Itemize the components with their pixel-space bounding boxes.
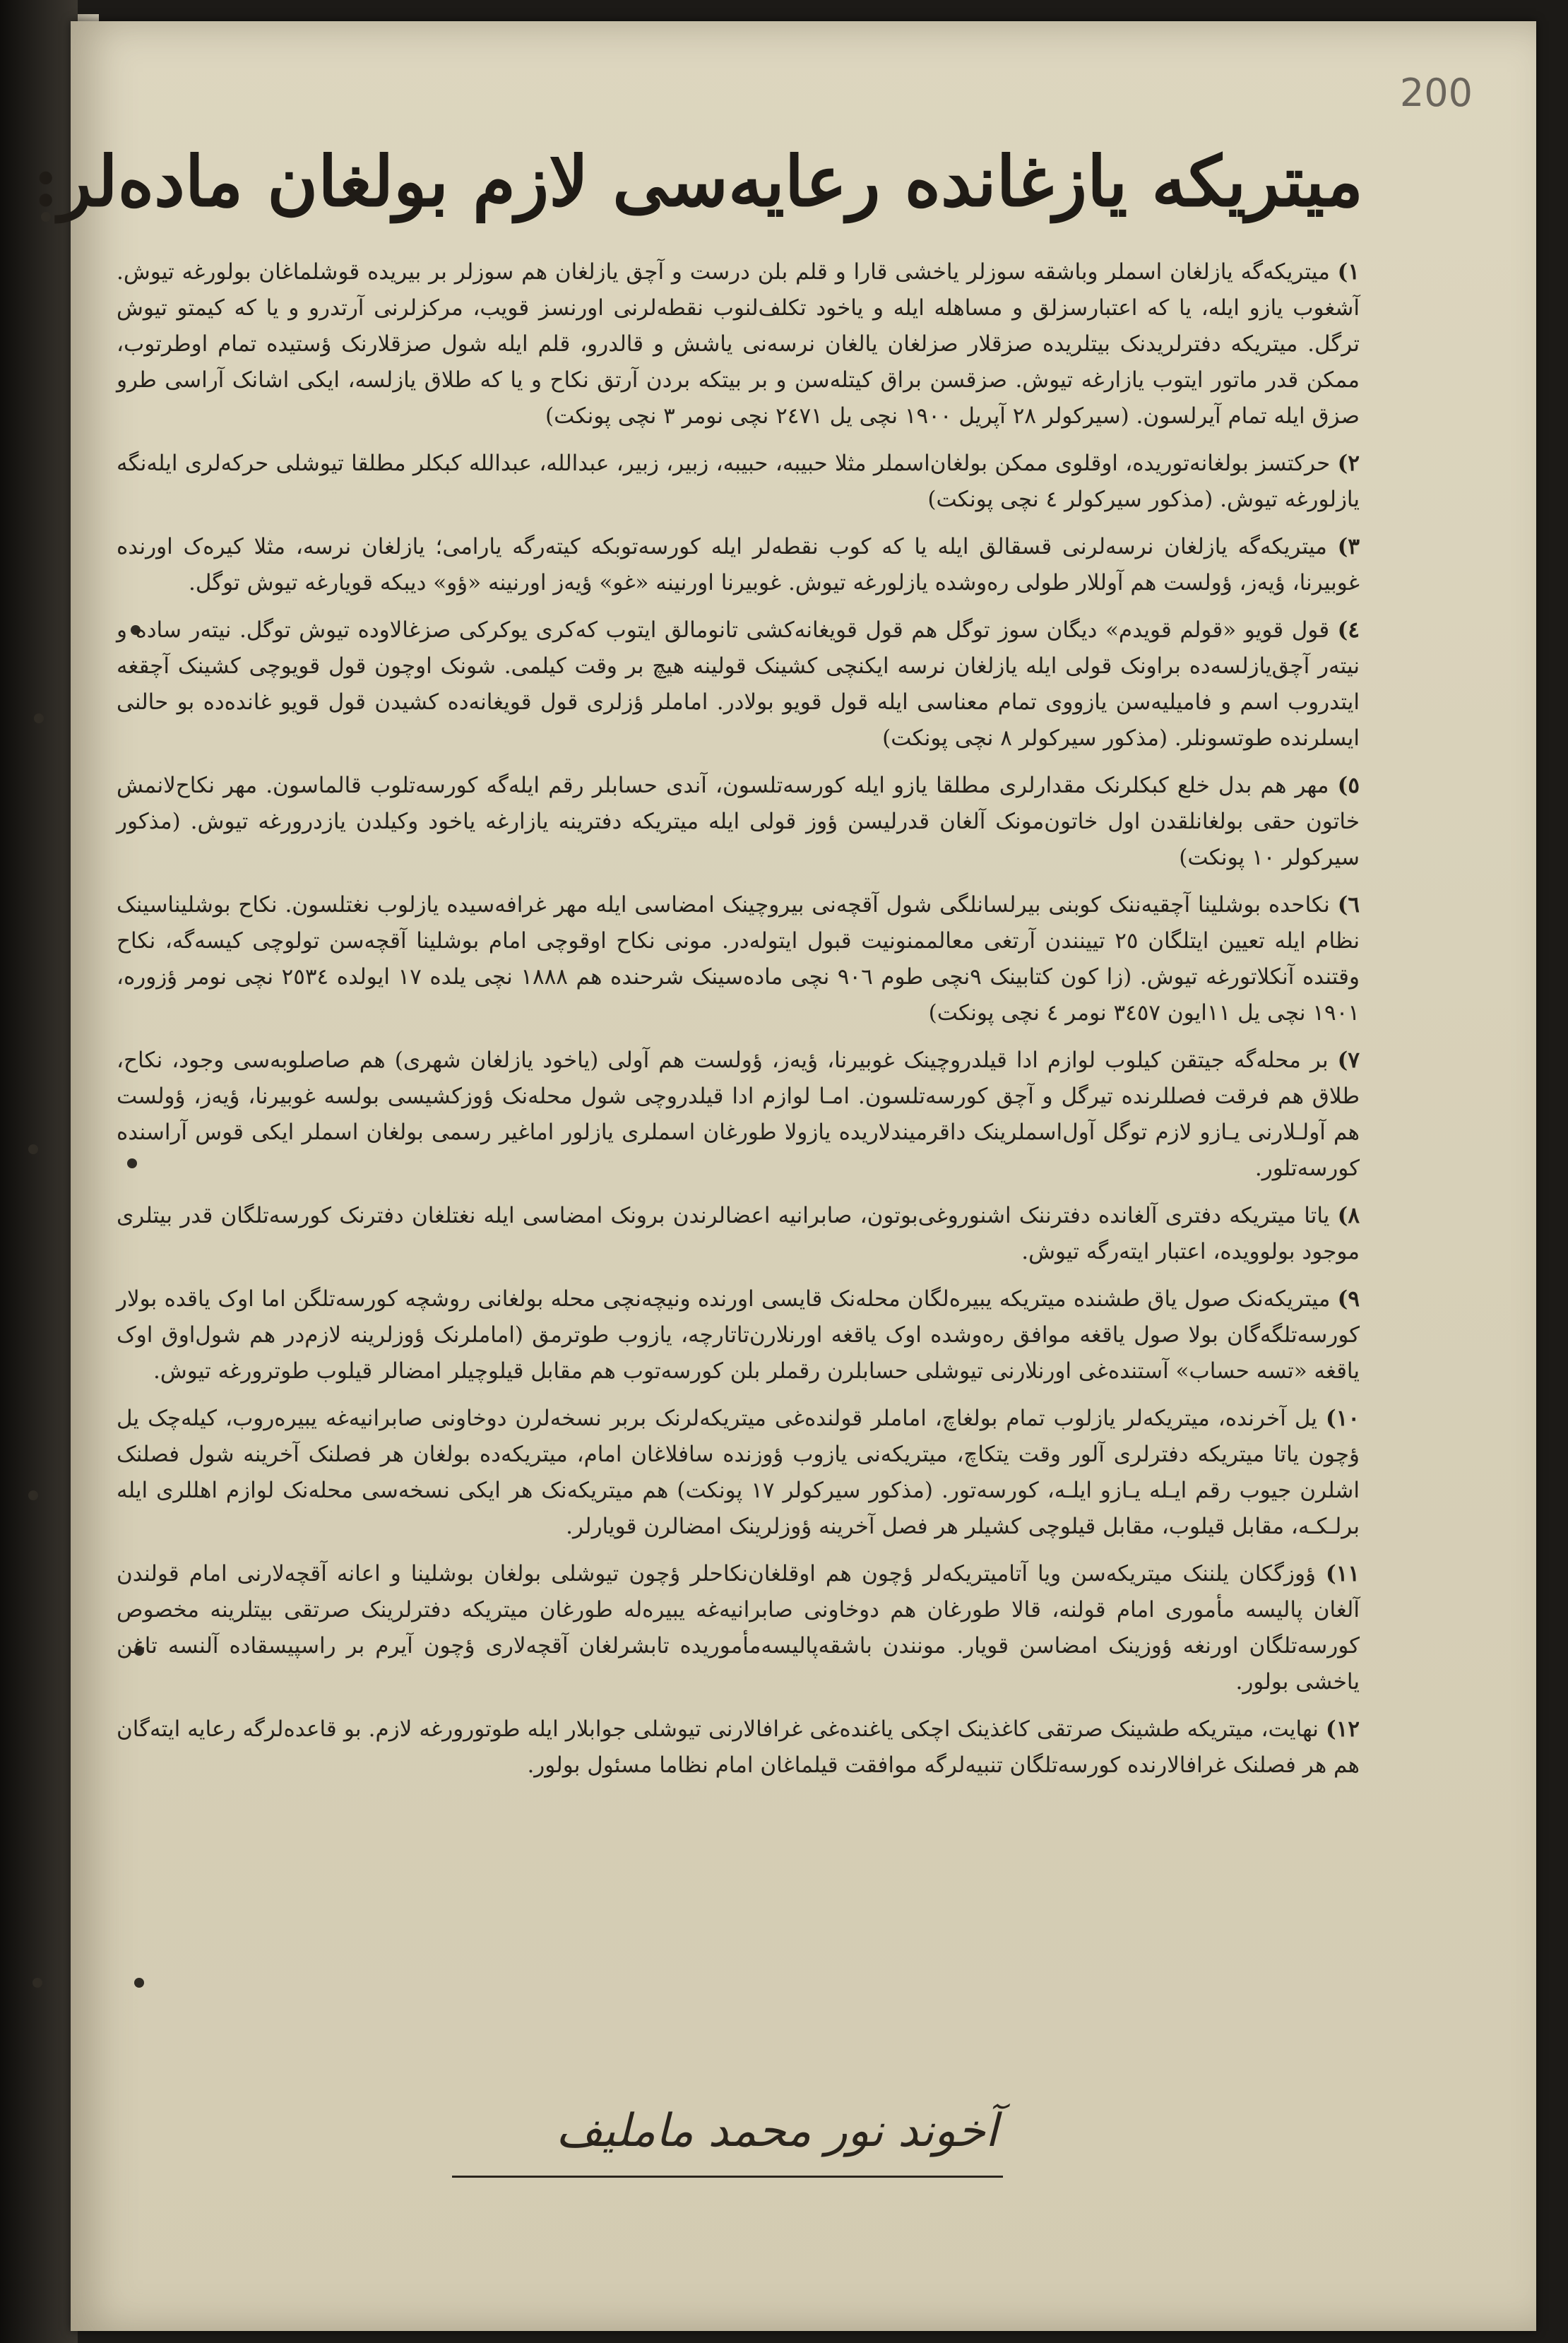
item-text: میتریکه‌گه یازلغان اسملر وباشقه سوزلر یاخشی قارا و قلم بلن درست و آچق یازلغان هم سوزلر بر بیریده قوشلماغان بولورغه تیوش. آشغوب یازو ایله، یا که اعتبارسزلق و مساهله ایله و یاخود تکلف‌لنوب نقطه‌لرنی اورنسز قویب، مرکزلرنی آرتدرو و یا که کیمتو تیوش ترگل. میتریکه دفترلریدنک بیتلریده صزقلار صزلغان یالغان نرسه‌نی یاشش و قالدرو، قلم ایله شول صزقلارنک ؤستیده تمام اوطرتوب، ممکن قدر ماتور ایتوب یازارغه تیوش. صزقسن براق کیتله‌سن و بر بیتکه بردن آرتق نکاح و یا که طلاق یازلسه، ایکی اشانک آراسی طرو صزق ایله تمام آیرلسون. (سیرکولر ٢٨ آپریل ١٩٠٠ نچی یل ٢٤٧١ نچی نومر ٣ نچی پونکت) bbox=[117, 259, 1360, 429]
folio-number: 200 bbox=[1399, 71, 1473, 115]
book-binding bbox=[0, 0, 78, 2343]
rules-list bbox=[117, 254, 1360, 1795]
item-text: مهر هم بدل خلع کبکلرنک مقدارلری مطلقا یازو ایله کورسه‌تلسون، آندی حسابلر رقم ایله‌گه کورسه‌تلوب قالماسون. مهر نکاح‌لانمش خاتون حقی بولغانلقدن اول خاتون‌مونک آلغان قدرلیسن ؤوز قولی ایله میتریکه دفترینه یازارغه یاخود وکیلدن یازدرورغه تیوش. (مذکور سیرکولر ١٠ پونکت) bbox=[117, 773, 1360, 870]
item-text: میتریکه‌نک صول یاق طشنده میتریکه یبیره‌لگان محله‌نک قایسی اورنده ونیچه‌نچی محله بولغانی روشچه کورسه‌تلگن اما اوک یاقده بولار کورسه‌تلگه‌گان بولا صول یاقغه موافق ره‌وشده اوک یاقغه اورنلارن‌تاتارچه، یازوب طوترمق (اماملرنک ؤوزلرینه لازم‌در هم شول‌اوق اوک یاقغه «تسه حساب» آستنده‌غی اورنلارنی تیوشلی حسابلرن رقملر بلن کورسه‌توب هم مقابل قیلوچیلر امضالر قیلوب طوترورغه تیوش. bbox=[117, 1286, 1360, 1384]
item-text: نهایت، میتریکه طشینک صرتقی کاغذینک اچکی یاغنده‌غی غرافالارنی تیوشلی جوابلار ایله طوتورورغه لازم. بو قاعده‌لرگه رعایه ایته‌گان هم هر فصلنک غرافالارنده کورسه‌تلگان تنبیه‌لرگه موافقت قیلماغان امام نظاما مسئول بولور. bbox=[117, 1716, 1360, 1778]
binding-hole bbox=[134, 1978, 144, 1988]
handwritten-signature: آخوند نور محمد مامليف bbox=[556, 2105, 998, 2157]
item-text: نکاحده بوشلینا آچقیه‌ننک کوبنی بیرلسانلگی شول آقچه‌نی بیروچینک امضاسی ایله مهر غرافه‌سیده یازلوب نغتلسون. نکاح بوشلیناسینک نظام ایله تعیین ایتلگان ٢٥ تیینندن آرتغی معالممنونیت قبول ایتوله‌در. مونی نکاح اوقوچی امام بوشلینا آقچه‌سن تولوچی کیسه‌گه، نکاح وقتنده آنکلاتورغه تیوش. (زا کون کتابینک ٩نچی طوم ٩٠٦ نچی ماده‌سینک شرحنده هم ١٨٨٨ نچی یلده ١٧ ایولده ٢٥٣٤ نچی نومر ؤزوره، ١٩٠١ نچی یل ١١ایون ٣٤٥٧ نومر ٤ نچی پونکت) bbox=[117, 892, 1360, 1026]
list-item bbox=[117, 612, 1360, 757]
binding-hole bbox=[28, 1490, 38, 1500]
item-number: ١٠) bbox=[1326, 1406, 1360, 1431]
item-number: ٦) bbox=[1337, 892, 1360, 918]
list-item bbox=[117, 1198, 1360, 1270]
item-number: ١) bbox=[1337, 259, 1360, 285]
item-number: ١١) bbox=[1326, 1561, 1360, 1586]
item-number: ١٢) bbox=[1326, 1716, 1360, 1742]
list-item bbox=[117, 446, 1360, 518]
binding-hole bbox=[32, 1978, 42, 1988]
item-number: ٧) bbox=[1337, 1048, 1360, 1073]
list-item bbox=[117, 1712, 1360, 1784]
item-text: قول قویو «قولم قویدم» دیگان سوز توگل هم قول قویغانه‌کشی تانومالق ایتوب که‌کری یوکرکی صزغالاوده تیوش توگل. نیته‌ر ساده و نیته‌ر آچق‌یازلسه‌ده براونک قولی ایله یازلغان نرسه ایکنچی کشینک قولینه هیچ بر وقت کیلمی. شونک اوچون قول قویوچی کشینک آچقغه ایتدروب اسم و فامیلیه‌سن یازووی تمام معناسی ایله قول قویو بولادر. اماملر ؤزلری قول قویغانه‌ده کشیدن قول قویو غانده‌ده بو حالنی ایسلرنده طوتسونلر. (مذکور سیرکولر ٨ نچی پونکت) bbox=[117, 617, 1360, 751]
item-number: ٨) bbox=[1337, 1203, 1360, 1228]
item-text: یاتا میتریکه دفتری آلغانده دفترننک اشنوروغی‌بوتون، صابرانیه اعضالرندن برونک امضاسی ایله نغتلغان دفترنک کورسه‌تلگان قدر بیتلری موجود بولوویده، اعتبار ایته‌رگه تیوش. bbox=[117, 1203, 1360, 1264]
item-number: ٩) bbox=[1337, 1286, 1360, 1312]
item-text: حرکتسز بولغانه‌توریده، اوقلوی ممکن بولغان‌اسملر مثلا حبیبه، حبیبه، زبیر، زبیر، عبدالله، عبدالله کبکلر مطلقا تیوشلی حرکه‌لری ایله‌نگه یازلورغه تیوش. (مذکور سیرکولر ٤ نچی پونکت) bbox=[117, 451, 1360, 512]
item-number: ٢) bbox=[1337, 451, 1360, 476]
list-item bbox=[117, 254, 1360, 434]
item-number: ٣) bbox=[1337, 534, 1360, 559]
list-item bbox=[117, 529, 1360, 601]
binding-hole bbox=[28, 1144, 38, 1154]
list-item bbox=[117, 887, 1360, 1031]
list-item bbox=[117, 1401, 1360, 1545]
list-item bbox=[117, 768, 1360, 876]
item-text: ؤوزگکان یلننک میتریکه‌سن ویا آتامیتریکه‌لر ؤچون هم اوقلغان‌نکاحلر ؤچون تیوشلی بولغان بوشلینا و اعانه آقچه‌لارنی امام قولندن آلغان پالیسه مأموری امام قولنه، قالا طورغان هم دوخاونی صابرانیه‌غه یبیره‌له طورغان میتریکه دفترلرینک صرتقی بیتلرینه مخصوص کورسه‌تلگان اورنغه ؤوزینک امضاسن قویار. مونندن باشقه‌پالیسه‌مأموریده تابشرلغان آقچه‌لاری ؤچون آیرم بر راسپیسقاده آلنسه تاغن یاخشی بولور. bbox=[117, 1561, 1360, 1695]
page-title: میتریکه یازغانده رعایه‌سی لازم بولغان ماده‌لر: bbox=[32, 141, 1363, 223]
binding-hole bbox=[34, 713, 44, 723]
list-item bbox=[117, 1556, 1360, 1700]
list-item bbox=[117, 1281, 1360, 1389]
item-text: بر محله‌گه جیتقن کیلوب لوازم ادا قیلدروچینک غوبیرنا، ؤیه‌ز، ؤولست هم آولی (یاخود یازلغان شهری) هم صاصلوبه‌سی وجود، نکاح، طلاق هم فرقت فصللرنده تیرگل و آچق کورسه‌تلسون. امـا لوازم ادا قیلدروچی شول محله‌نک ؤوزکشیسی بولسه غوبیرنا، ؤیه‌ز، ؤولست هم آولـلارنی یـازو لازم توگل آول‌اسملرینک داقرمیندلاریده یازولا طورغان اسملری یازلور اماغیر رسمی بولغان اسملر ایکی قوس آراسنده کورسه‌تلور. bbox=[117, 1048, 1360, 1181]
item-text: میتریکه‌گه یازلغان نرسه‌لرنی قسقالق ایله یا که کوب نقطه‌لر ایله کورسه‌توبکه کیته‌رگه یارامی؛ یازلغان نرسه، مثلا کیره‌ک اورنده غوبیرنا، ؤیه‌ز، ؤولست هم آوللار طولی ره‌وشده یازلورغه تیوش. غوبیرنا اورنینه «غو» ؤیه‌ز اورنینه «ؤو» دیبکه قویارغه تیوش توگل. bbox=[117, 534, 1360, 595]
list-item bbox=[117, 1043, 1360, 1187]
item-number: ٤) bbox=[1337, 617, 1360, 643]
signature-underline bbox=[452, 2176, 1003, 2178]
item-text: یل آخرنده، میتریکه‌لر یازلوب تمام بولغاچ، اماملر قولنده‌غی میتریکه‌لرنک بر‌بر نسخه‌لرن دوخاونی صابرانیه‌غه یبیره‌روب، کیله‌چک یل ؤچون یاتا میتریکه دفترلری آلور وقت یتکاچ، میتریکه‌نی یازوب ؤوزنده سافلاغان امام، میتریکه‌ده بولغان هر فصلنک آخرینه شول فصلنک اشلرن جیوب رقم ایـله یـازو ایلـه، کورسه‌تور. (مذکور سیرکولر ١٧ پونکت) هم میتریکه‌نک هر ایکی نسخه‌سی محله‌نک لوازم اهللری ایله برلـکـه، مقابل قیلوب، مقابل قیلوچی کشیلر هر فصل آخرینه ؤوزلرینک امضالرن قویارلر. bbox=[117, 1406, 1360, 1539]
item-number: ٥) bbox=[1337, 773, 1360, 798]
